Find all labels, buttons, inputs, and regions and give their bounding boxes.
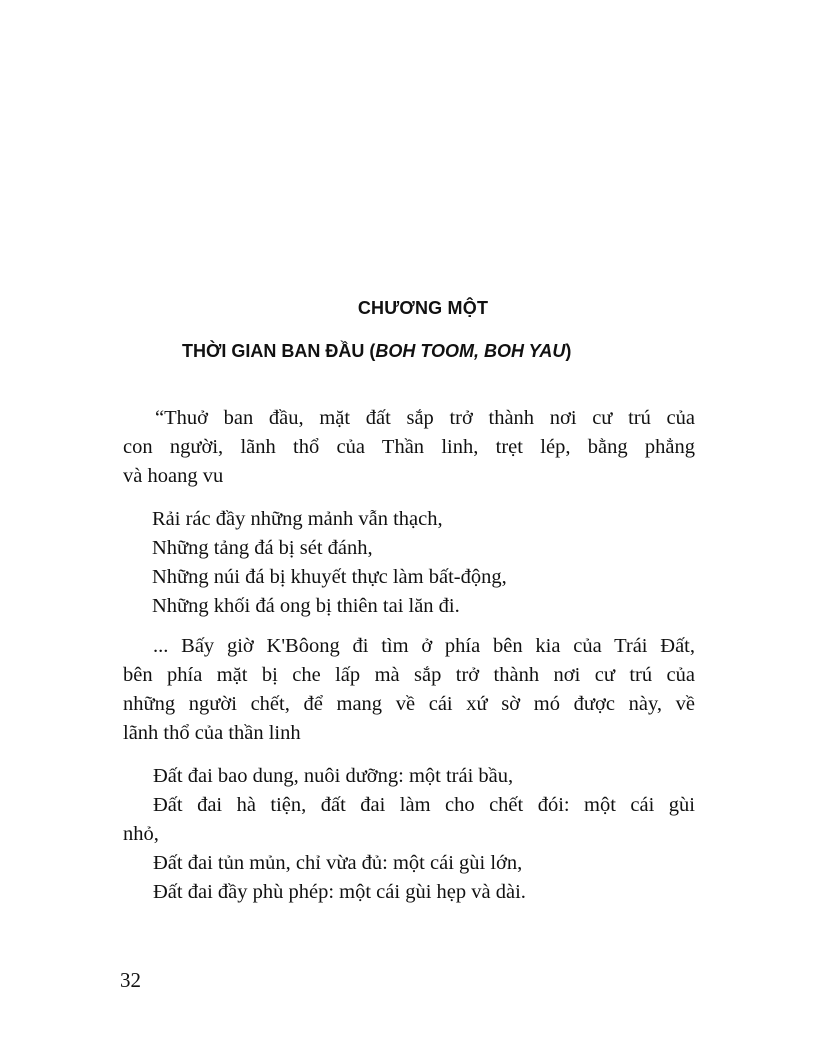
paragraph-intro [123, 404, 695, 491]
paragraph-kboong [123, 632, 695, 748]
subtitle-end: ) [565, 341, 572, 361]
subtitle-italic: BOH TOOM, BOH YAU [375, 341, 566, 361]
paragraph-line: và hoang vu [123, 465, 224, 487]
paragraph-line: ... Bấy giờ K'Bôong đi tìm ở phía bên kia của Trái Đất, [153, 635, 695, 657]
verse-line: Đất đai đầy phù phép: một cái gùi hẹp và dài. [153, 881, 526, 903]
verse-line: Rải rác đầy những mảnh vẫn thạch, [152, 508, 443, 530]
paragraph-line: những người chết, để mang về cái xứ sờ mó được này, về [123, 693, 695, 715]
paragraph-line: lãnh thổ của thần linh [123, 722, 301, 744]
verse-stones [152, 505, 507, 621]
page-number: 32 [120, 968, 141, 992]
verse-line: Những khối đá ong bị thiên tai lăn đi. [152, 595, 460, 617]
verse-lands [123, 762, 695, 907]
verse-line: Những núi đá bị khuyết thực làm bất-động, [152, 566, 507, 588]
paragraph-line: “Thuở ban đầu, mặt đất sắp trở thành nơi cư trú của [155, 407, 695, 429]
chapter-title: CHƯƠNG MỘT [357, 298, 489, 318]
paragraph-line: bên phía mặt bị che lấp mà sắp trở thành nơi cư trú của [123, 664, 695, 686]
chapter-subtitle [182, 341, 571, 362]
verse-line: Đất đai hà tiện, đất đai làm cho chết đói: một cái gùi [153, 794, 695, 816]
verse-line: Đất đai bao dung, nuôi dưỡng: một trái bầu, [153, 765, 514, 787]
verse-line: Những tảng đá bị sét đánh, [152, 537, 373, 559]
verse-line: nhỏ, [123, 823, 159, 845]
subtitle-main: THỜI GIAN BAN ĐẦU ( [182, 341, 376, 361]
verse-line: Đất đai tủn mủn, chỉ vừa đủ: một cái gùi lớn, [153, 852, 523, 874]
paragraph-line: con người, lãnh thổ của Thần linh, trẹt lép, bằng phẳng [123, 436, 695, 458]
